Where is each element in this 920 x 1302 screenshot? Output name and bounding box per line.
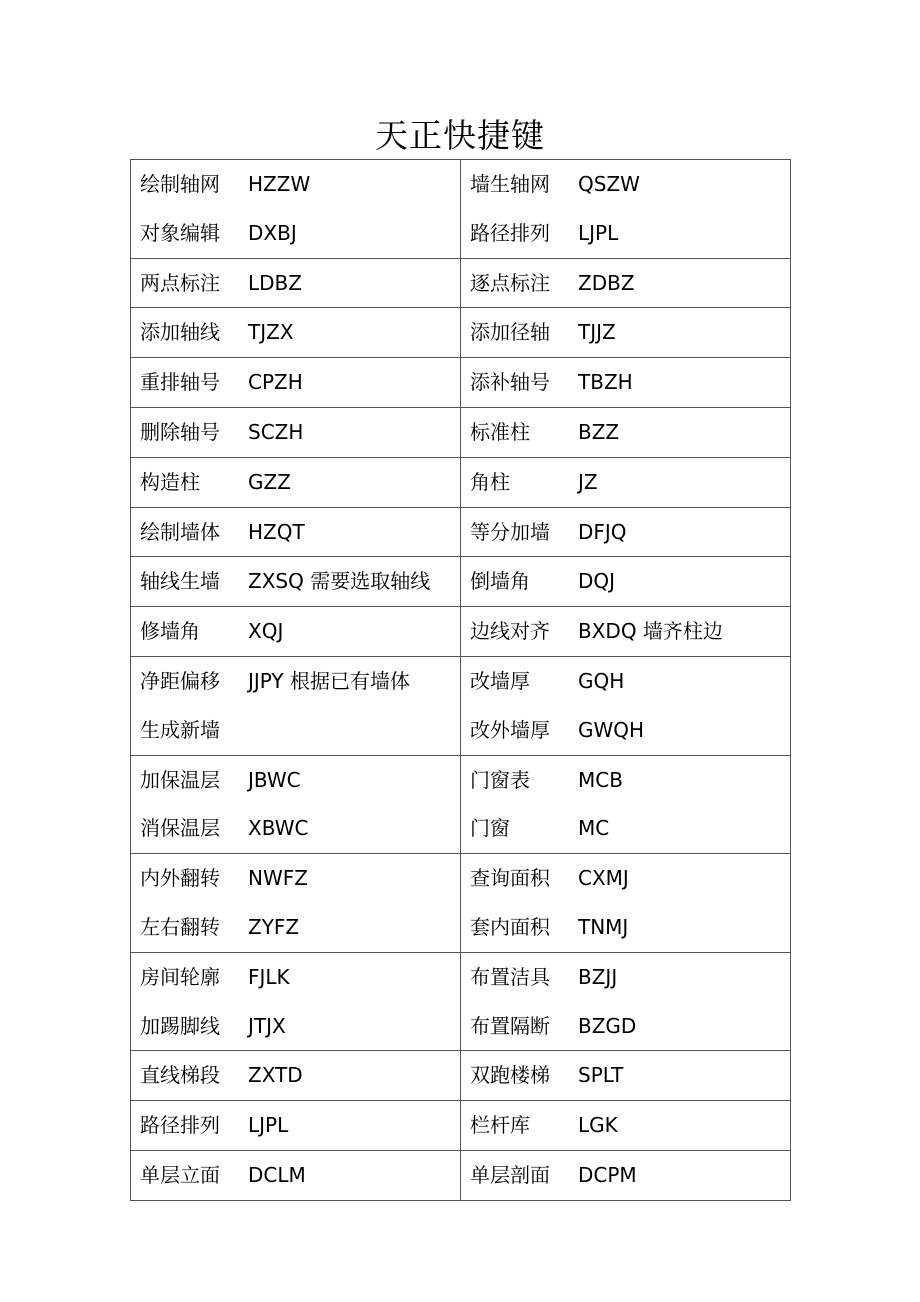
table-cell-right [461, 755, 791, 854]
table-cell-left [131, 755, 461, 854]
shortcut-code: BZJJ [578, 964, 618, 989]
command-name: 添补轴号 [470, 370, 550, 395]
shortcut-entry [131, 706, 460, 755]
shortcut-entry [461, 903, 790, 952]
shortcut-entry [461, 508, 790, 557]
shortcut-entry [461, 1051, 790, 1100]
table-row [131, 160, 791, 259]
shortcut-entry [131, 358, 460, 407]
command-name: 布置隔断 [470, 1013, 550, 1038]
table-row [131, 507, 791, 557]
shortcut-code: JJPY 根据已有墙体 [248, 668, 410, 693]
table-row [131, 1101, 791, 1151]
shortcut-code: TNMJ [578, 914, 629, 939]
command-name: 对象编辑 [140, 220, 220, 245]
shortcut-entry [461, 259, 790, 308]
table-cell-right [461, 557, 791, 607]
command-name: 加踢脚线 [140, 1013, 220, 1038]
table-cell-left [131, 1101, 461, 1151]
shortcut-code: BZZ [578, 419, 620, 444]
table-row [131, 656, 791, 755]
shortcut-code: LGK [578, 1113, 618, 1138]
shortcut-code: HZQT [248, 519, 305, 544]
shortcut-entry [461, 160, 790, 209]
shortcut-entry [131, 160, 460, 209]
shortcut-code: QSZW [578, 172, 640, 196]
shortcut-code: ZDBZ [578, 270, 635, 295]
command-name: 消保温层 [140, 816, 220, 841]
shortcut-code: ZYFZ [248, 914, 300, 939]
shortcut-entry [131, 557, 460, 606]
shortcut-entry [461, 458, 790, 507]
shortcut-entry [131, 458, 460, 507]
shortcut-entry [461, 1002, 790, 1051]
shortcut-code: HZZW [248, 172, 311, 196]
table-cell-right [461, 160, 791, 259]
shortcut-entry [461, 1101, 790, 1150]
shortcut-code: XQJ [248, 619, 284, 644]
shortcut-code: ZXSQ 需要选取轴线 [248, 569, 431, 594]
shortcut-entry [461, 804, 790, 853]
command-name: 修墙角 [140, 619, 200, 644]
table-cell-right [461, 308, 791, 358]
shortcut-code: JBWC [248, 767, 301, 792]
shortcut-code: TJJZ [578, 320, 616, 345]
command-name: 套内面积 [470, 914, 550, 939]
shortcut-entry [131, 508, 460, 557]
command-name: 直线梯段 [140, 1063, 220, 1088]
table-cell-right [461, 854, 791, 953]
shortcut-code: CPZH [248, 370, 303, 395]
table-cell-left [131, 457, 461, 507]
command-name: 生成新墙 [140, 717, 220, 742]
table-cell-right [461, 1051, 791, 1101]
shortcut-entry [461, 953, 790, 1002]
table-cell-right [461, 457, 791, 507]
shortcut-entry [131, 408, 460, 457]
shortcut-entry [461, 756, 790, 805]
table-cell-left [131, 557, 461, 607]
shortcut-code: DXBJ [248, 220, 297, 245]
shortcut-entry [131, 657, 460, 706]
shortcut-entry [131, 209, 460, 258]
shortcut-code: MC [578, 816, 610, 841]
table-cell-left [131, 1150, 461, 1200]
table-cell-right [461, 258, 791, 308]
command-name: 等分加墙 [470, 519, 550, 544]
shortcut-entry [131, 854, 460, 903]
shortcut-entry [461, 854, 790, 903]
command-name: 删除轴号 [140, 419, 220, 444]
table-cell-left [131, 1051, 461, 1101]
command-name: 内外翻转 [140, 866, 220, 891]
shortcut-code: NWFZ [248, 866, 308, 891]
shortcut-code: GWQH [578, 717, 645, 742]
table-cell-left [131, 507, 461, 557]
shortcut-code: JZ [578, 469, 598, 494]
shortcut-entry [131, 1101, 460, 1150]
table-row [131, 1051, 791, 1101]
table-row [131, 407, 791, 457]
command-name: 路径排列 [140, 1113, 220, 1138]
shortcut-table-body [131, 160, 791, 1201]
table-cell-left [131, 358, 461, 408]
shortcut-entry [461, 358, 790, 407]
shortcut-code: MCB [578, 767, 623, 792]
command-name: 逐点标注 [470, 270, 550, 295]
command-name: 门窗 [470, 816, 510, 841]
shortcut-code: LJPL [578, 220, 619, 245]
shortcut-code: DCLM [248, 1162, 306, 1187]
shortcut-code: BZGD [578, 1013, 637, 1038]
shortcut-code: SCZH [248, 419, 304, 444]
command-name: 构造柱 [140, 469, 200, 494]
command-name: 左右翻转 [140, 914, 220, 939]
shortcut-table [130, 159, 791, 1201]
command-name: 墙生轴网 [470, 172, 550, 196]
command-name: 绘制轴网 [140, 172, 220, 196]
command-name: 查询面积 [470, 866, 550, 891]
shortcut-code: CXMJ [578, 866, 629, 891]
shortcut-code: DFJQ [578, 519, 627, 544]
shortcut-code: DQJ [578, 569, 616, 594]
shortcut-entry [131, 607, 460, 656]
command-name: 房间轮廓 [140, 964, 220, 989]
command-name: 标准柱 [470, 419, 530, 444]
table-cell-right [461, 507, 791, 557]
table-cell-right [461, 656, 791, 755]
table-cell-right [461, 1150, 791, 1200]
command-name: 布置洁具 [470, 964, 550, 989]
shortcut-entry [461, 657, 790, 706]
shortcut-code: LDBZ [248, 270, 302, 295]
table-row [131, 258, 791, 308]
shortcut-entry [461, 607, 790, 656]
shortcut-code: GZZ [248, 469, 291, 494]
shortcut-entry [461, 209, 790, 258]
shortcut-entry [461, 308, 790, 357]
command-name: 轴线生墙 [140, 569, 220, 594]
table-row [131, 607, 791, 657]
shortcut-entry [461, 706, 790, 755]
table-row [131, 1150, 791, 1200]
command-name: 倒墙角 [470, 569, 530, 594]
table-cell-left [131, 308, 461, 358]
shortcut-entry [131, 804, 460, 853]
shortcut-code: FJLK [248, 964, 290, 989]
table-row [131, 557, 791, 607]
command-name: 边线对齐 [470, 619, 550, 644]
shortcut-code: GQH [578, 668, 625, 693]
command-name: 双跑楼梯 [470, 1063, 550, 1088]
command-name: 门窗表 [470, 767, 530, 792]
table-cell-right [461, 1101, 791, 1151]
table-row [131, 358, 791, 408]
command-name: 净距偏移 [140, 668, 220, 693]
shortcut-entry [461, 557, 790, 606]
shortcut-code: ZXTD [248, 1063, 303, 1088]
shortcut-entry [131, 903, 460, 952]
shortcut-entry [131, 953, 460, 1002]
table-row [131, 755, 791, 854]
shortcut-entry [461, 408, 790, 457]
command-name: 重排轴号 [140, 370, 220, 395]
shortcut-code: TJZX [248, 320, 294, 345]
table-row [131, 457, 791, 507]
shortcut-code: XBWC [248, 816, 309, 841]
shortcut-entry [131, 259, 460, 308]
shortcut-code: SPLT [578, 1063, 624, 1088]
shortcut-code: DCPM [578, 1162, 637, 1187]
table-cell-left [131, 854, 461, 953]
command-name: 单层立面 [140, 1162, 220, 1187]
command-name: 加保温层 [140, 767, 220, 792]
shortcut-entry [131, 308, 460, 357]
table-cell-left [131, 258, 461, 308]
command-name: 改墙厚 [470, 668, 530, 693]
table-cell-right [461, 358, 791, 408]
table-row [131, 952, 791, 1051]
command-name: 路径排列 [470, 220, 550, 245]
document-title: 天正快捷键 [375, 116, 545, 155]
command-name: 绘制墙体 [140, 519, 220, 544]
shortcut-entry [131, 756, 460, 805]
shortcut-entry [131, 1051, 460, 1100]
command-name: 栏杆库 [470, 1113, 530, 1138]
table-cell-left [131, 952, 461, 1051]
command-name: 添加径轴 [470, 320, 550, 345]
command-name: 改外墙厚 [470, 717, 550, 742]
table-cell-right [461, 952, 791, 1051]
table-cell-right [461, 607, 791, 657]
shortcut-entry [461, 1151, 790, 1200]
table-cell-right [461, 407, 791, 457]
command-name: 角柱 [470, 469, 510, 494]
table-cell-left [131, 607, 461, 657]
command-name: 单层剖面 [470, 1162, 550, 1187]
shortcut-entry [131, 1151, 460, 1200]
table-row [131, 308, 791, 358]
shortcut-code: JTJX [248, 1013, 286, 1038]
table-cell-left [131, 656, 461, 755]
table-cell-left [131, 407, 461, 457]
table-row [131, 854, 791, 953]
command-name: 两点标注 [140, 270, 220, 295]
command-name: 添加轴线 [140, 320, 220, 345]
shortcut-code: LJPL [248, 1113, 289, 1138]
shortcut-entry [131, 1002, 460, 1051]
shortcut-code: TBZH [578, 370, 633, 395]
table-cell-left [131, 160, 461, 259]
shortcut-code: BXDQ 墙齐柱边 [578, 619, 723, 644]
